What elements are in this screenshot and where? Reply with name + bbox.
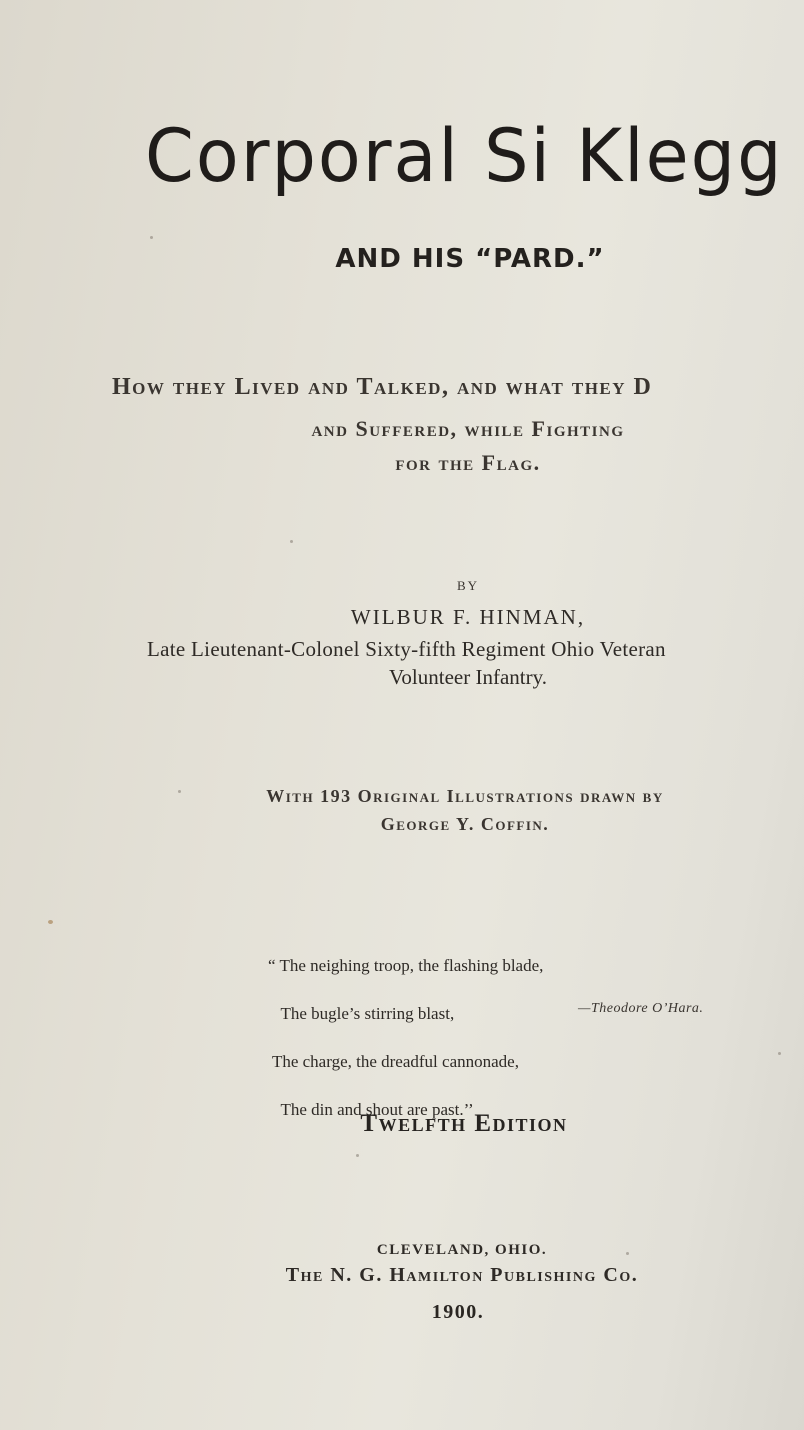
description-line-3: for the Flag.	[395, 450, 541, 475]
illustrations-line-2: George Y. Coffin.	[380, 814, 550, 834]
poem-line: The bugle’s stirring blast,	[268, 1004, 455, 1023]
author-name: WILBUR F. HINMAN,	[350, 605, 586, 629]
paper-speck	[48, 920, 53, 924]
poem-line: The charge, the dreadful cannonade,	[268, 1052, 519, 1071]
imprint-city: CLEVELAND, OHIO.	[376, 1242, 548, 1258]
poem-attribution: —Theodore O’Hara.	[578, 1001, 704, 1016]
author-rank-line-2: Volunteer Infantry.	[388, 665, 548, 689]
poem-line: The din and shout are past.’’	[268, 1100, 474, 1119]
poem-line: “ The neighing troop, the flashing blade,	[268, 956, 544, 975]
paper-speck	[150, 236, 153, 239]
paper-speck	[290, 540, 293, 543]
description-line-2: and Suffered, while Fighting	[311, 416, 625, 441]
by-label: BY	[456, 578, 480, 593]
book-title: Corporal Si Klegg	[145, 112, 784, 200]
paper-speck	[178, 790, 181, 793]
illustrations-line-1: With 193 Original Illustrations drawn by	[266, 786, 664, 806]
imprint-publisher: The N. G. Hamilton Publishing Co.	[285, 1264, 639, 1286]
description-line-1: How they Lived and Talked, and what they D	[112, 374, 653, 400]
author-rank-line-1: Late Lieutenant-Colonel Sixty-fifth Regiment Ohio Veteran	[147, 637, 666, 661]
paper-speck	[356, 1154, 359, 1157]
paper-speck	[626, 1252, 629, 1255]
paper-speck	[778, 1052, 781, 1055]
edition-label: Twelfth Edition	[360, 1110, 568, 1137]
imprint-year: 1900.	[431, 1301, 485, 1323]
book-subtitle: AND HIS “PARD.”	[335, 244, 605, 274]
